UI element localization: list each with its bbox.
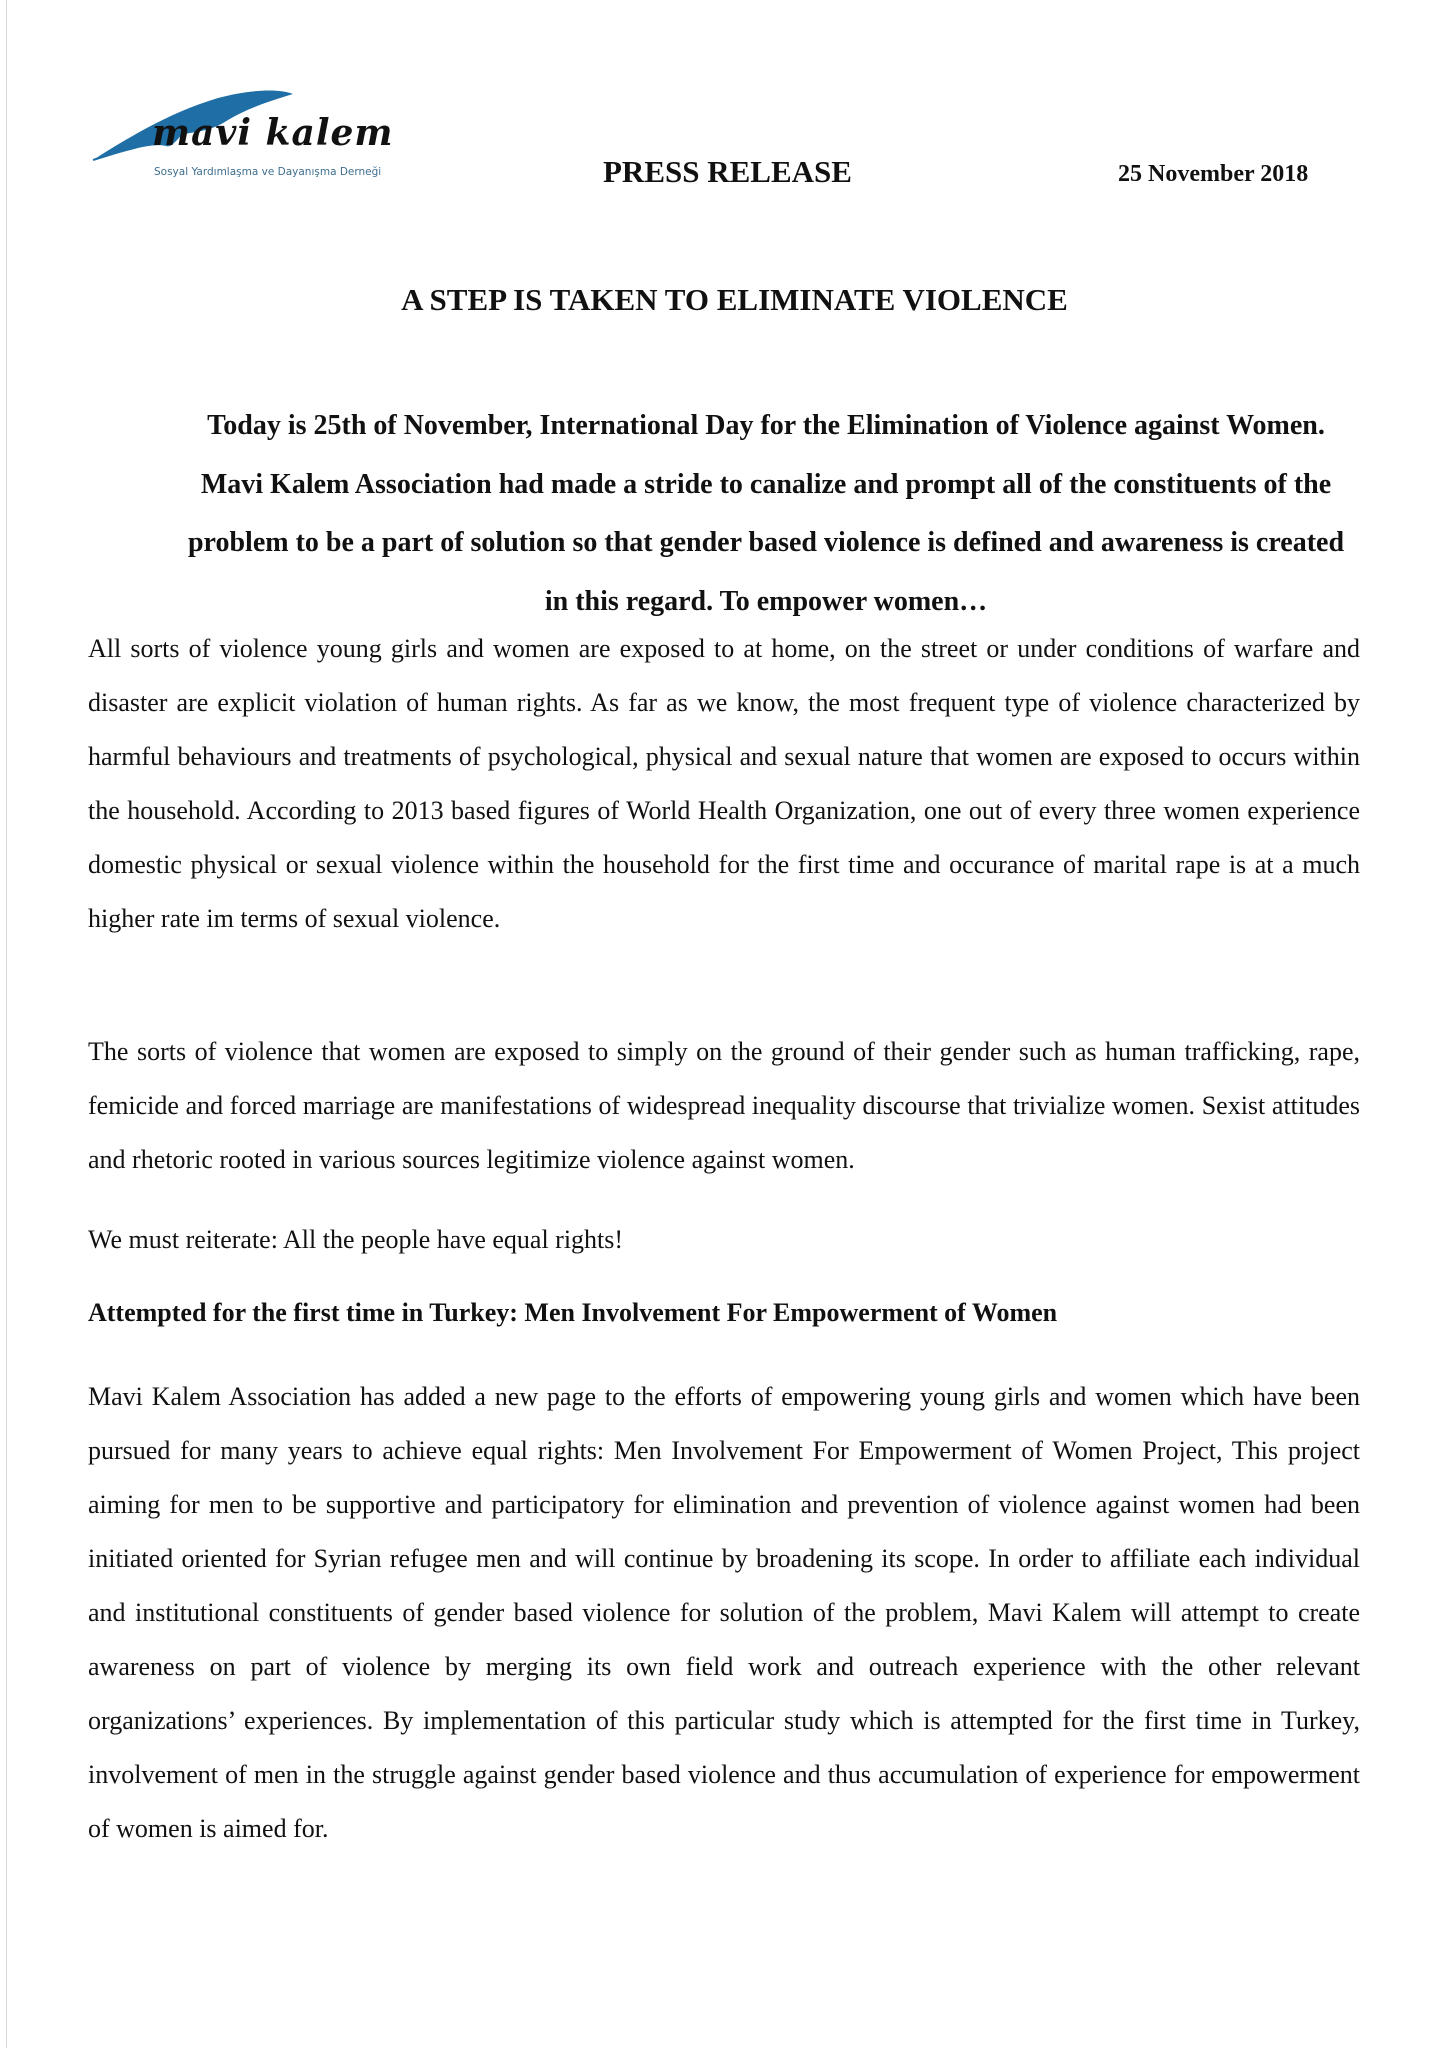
release-date: 25 November 2018 (1118, 161, 1309, 187)
logo-subtitle: Sosyal Yardımlaşma ve Dayanışma Derneği (154, 166, 382, 178)
body-paragraph: The sorts of violence that women are exposed to simply on the ground of their gender such as human trafficking, rape, femicide and forced marriage are manifestations of widespread inequality discourse that trivialize women. Sexist attitudes and rhetoric rooted in various sources legitimize violence against women. (88, 1037, 1360, 1174)
page-edge (6, 0, 7, 2048)
body-paragraph: Mavi Kalem Association has added a new page to the efforts of empowering young girls and women which have been pursued for many years to achieve equal rights: Men Involvement For Empowerment of Women Project, This project aiming for men to be supportive and participatory for elimination and prevention of violence against women had been initiated oriented for Syrian refugee men and will continue by broadening its scope. In order to affiliate each individual and institutional constituents of gender based violence for solution of the problem, Mavi Kalem will attempt to create awareness on part of violence by merging its own field work and outreach experience with the other relevant organizations’ experiences. By implementation of this particular study which is attempted for the first time in Turkey, involvement of men in the struggle against gender based violence and thus accumulation of experience for empowerment of women is aimed for. (88, 1382, 1360, 1843)
press-release-label: PRESS RELEASE (603, 154, 852, 189)
document-title: A STEP IS TAKEN TO ELIMINATE VIOLENCE (401, 282, 1068, 317)
intro-paragraph: Today is 25th of November, International Day for the Elimination of Violence against Women. Mavi Kalem Association had made a stride to canalize and prompt all of the constituents of the problem to be a part of solution so that gender based violence is defined and awareness is created in this regard. To empower women… (187, 410, 1345, 617)
body-paragraph: We must reiterate: All the people have equal rights! (88, 1225, 624, 1254)
section-heading: Attempted for the first time in Turkey: Men Involvement For Empowerment of Women (88, 1298, 1058, 1327)
logo-wordmark: mavi kalem (152, 112, 394, 154)
body-paragraph: All sorts of violence young girls and women are exposed to at home, on the street or under conditions of warfare and disaster are explicit violation of human rights. As far as we know, the most frequent type of violence characterized by harmful behaviours and treatments of psychological, physical and sexual nature that women are exposed to occurs within the household. According to 2013 based figures of World Health Organization, one out of every three women experience domestic physical or sexual violence within the household for the first time and occurance of marital rape is at a much higher rate im terms of sexual violence. (88, 634, 1360, 933)
mavi-kalem-logo (88, 88, 408, 188)
